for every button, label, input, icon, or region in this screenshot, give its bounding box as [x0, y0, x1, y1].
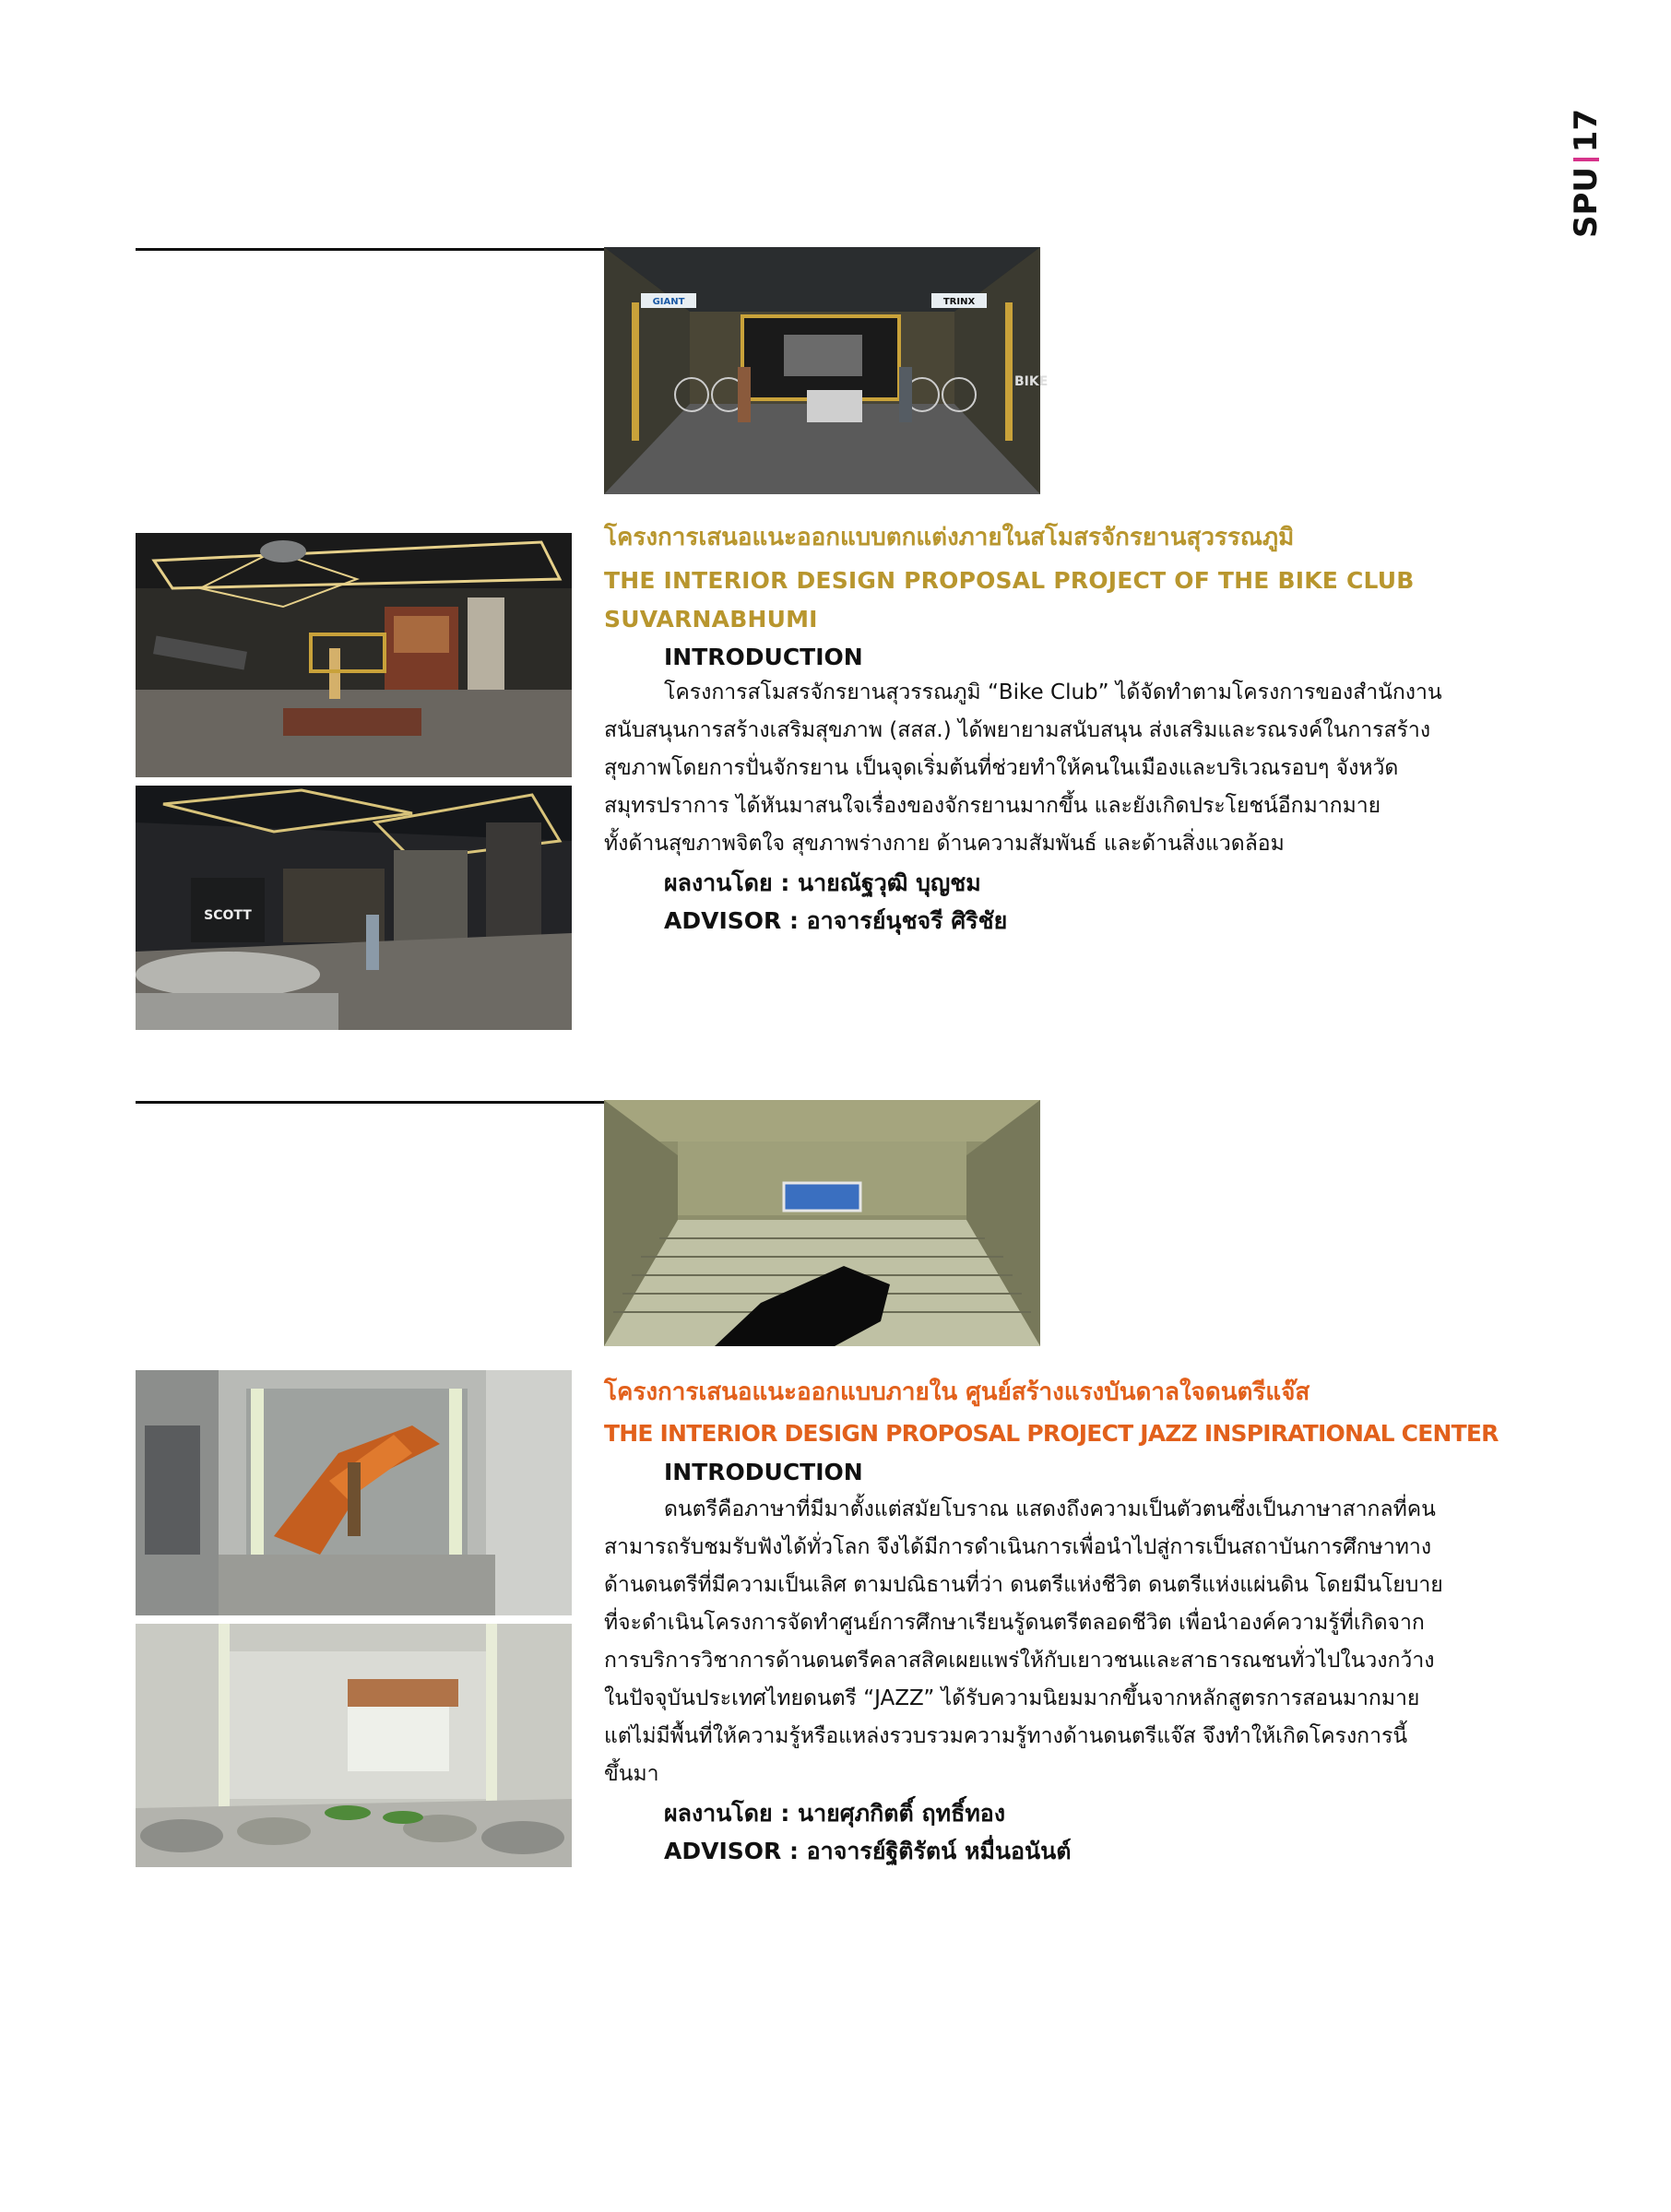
svg-text:BIKE: BIKE — [1014, 374, 1049, 389]
svg-text:TRINX: TRINX — [942, 297, 976, 307]
project2-body-line: ที่จะดำเนินโครงการจัดทำศูนย์การศึกษาเรียนรู้ดนตรีตลอดชีวิต เพื่อนำองค์ความรู้ที่เกิดจาก — [604, 1611, 1425, 1635]
project2-body-line: ดนตรีคือภาษาที่มีมาตั้งแต่สมัยโบราณ แสดงถึงความเป็นตัวตนซึ่งเป็นภาษาสากลที่คน — [664, 1497, 1436, 1521]
project2-body — [604, 1491, 1515, 1793]
page-accent-bar — [1573, 158, 1599, 161]
project1-credit-advisor: ADVISOR : อาจารย์นุชจรี ศิริชัย — [664, 907, 1008, 934]
svg-text:GIANT: GIANT — [652, 297, 685, 307]
section-rule-2 — [136, 1101, 604, 1104]
project1-credit-author: ผลงานโดย : นายณัฐวุฒิ บุญชม — [664, 869, 981, 896]
project2-body-line: ในปัจจุบันประเทศไทยดนตรี “JAZZ” ได้รับความนิยมมากขึ้นจากหลักสูตรการสอนมากมาย — [604, 1686, 1420, 1710]
bike-club-interior-photo — [136, 533, 572, 777]
project1-body — [604, 674, 1515, 863]
page-brand: SPU — [1568, 166, 1605, 238]
section-rule-1 — [136, 248, 604, 251]
jazz-lounge-photo — [136, 1624, 572, 1867]
project2-title-thai: โครงการเสนอแนะออกแบบภายใน ศูนย์สร้างแรงบันดาลใจดนตรีแจ๊ส — [604, 1378, 1310, 1406]
project2-credit-advisor: ADVISOR : อาจารย์ฐิติรัตน์ หมื่นอนันต์ — [664, 1838, 1072, 1864]
project1-title-english-line1: THE INTERIOR DESIGN PROPOSAL PROJECT OF THE BIKE CLUB — [604, 567, 1415, 594]
page-number: 17 — [1568, 109, 1605, 153]
project1-body-line: สุขภาพโดยการปั่นจักรยาน เป็นจุดเริ่มต้นที่ช่วยทำให้คนในเมืองและบริเวณรอบๆ จังหวัด — [604, 756, 1399, 780]
project1-intro-heading: INTRODUCTION — [664, 644, 863, 670]
project2-body-line: ด้านดนตรีที่มีความเป็นเลิศ ตามปณิธานที่ว่า ดนตรีแห่งชีวิต ดนตรีแห่งแผ่นดิน โดยมีนโยบาย — [604, 1573, 1443, 1597]
project1-title-english-line2: SUVARNABHUMI — [604, 606, 818, 633]
project1-body-line: โครงการสโมสรจักรยานสุวรรณภูมิ “Bike Club” ได้จัดทำตามโครงการของสำนักงาน — [664, 680, 1442, 704]
project2-body-line: การบริการวิชาการด้านดนตรีคลาสสิคเผยแพร่ให้กับเยาวชนและสาธารณชนทั่วไปในวงกว้าง — [604, 1649, 1435, 1673]
svg-text:SCOTT: SCOTT — [204, 908, 252, 923]
project2-credit-author: ผลงานโดย : นายศุภกิตติ์ ฤทธิ์ทอง — [664, 1800, 1006, 1827]
project1-body-line: ทั้งด้านสุขภาพจิตใจ สุขภาพร่างกาย ด้านความสัมพันธ์ และด้านสิ่งแวดล้อม — [604, 832, 1285, 856]
project1-body-line: สมุทรปราการ ได้หันมาสนใจเรื่องของจักรยานมากขึ้น และยังเกิดประโยชน์อีกมากมาย — [604, 794, 1381, 818]
jazz-concert-hall-photo — [604, 1100, 1040, 1346]
project2-body-line: สามารถรับชมรับฟังได้ทั่วโลก จึงได้มีการดำเนินการเพื่อนำไปสู่การเป็นสถาบันการศึกษาทาง — [604, 1535, 1432, 1559]
bike-club-reception-photo — [136, 786, 572, 1030]
jazz-lobby-stair-photo — [136, 1370, 572, 1615]
project1-title-thai: โครงการเสนอแนะออกแบบตกแต่งภายในสโมสรจักรยานสุวรรณภูมิ — [604, 524, 1295, 551]
project1-body-line: สนับสนุนการสร้างเสริมสุขภาพ (สสส.) ได้พยายามสนับสนุน ส่งเสริมและรณรงค์ในการสร้าง — [604, 718, 1431, 742]
page-number-block — [1558, 109, 1614, 238]
bike-club-lobby-photo — [604, 247, 1049, 494]
project2-body-line: แต่ไม่มีพื้นที่ให้ความรู้หรือแหล่งรวบรวมความรู้ทางด้านดนตรีแจ๊ส จึงทำให้เกิดโครงการนี้ — [604, 1724, 1408, 1748]
project2-intro-heading: INTRODUCTION — [664, 1459, 863, 1485]
project2-title-english: THE INTERIOR DESIGN PROPOSAL PROJECT JAZZ INSPIRATIONAL CENTER — [604, 1420, 1499, 1447]
project2-body-line: ขึ้นมา — [604, 1762, 659, 1786]
